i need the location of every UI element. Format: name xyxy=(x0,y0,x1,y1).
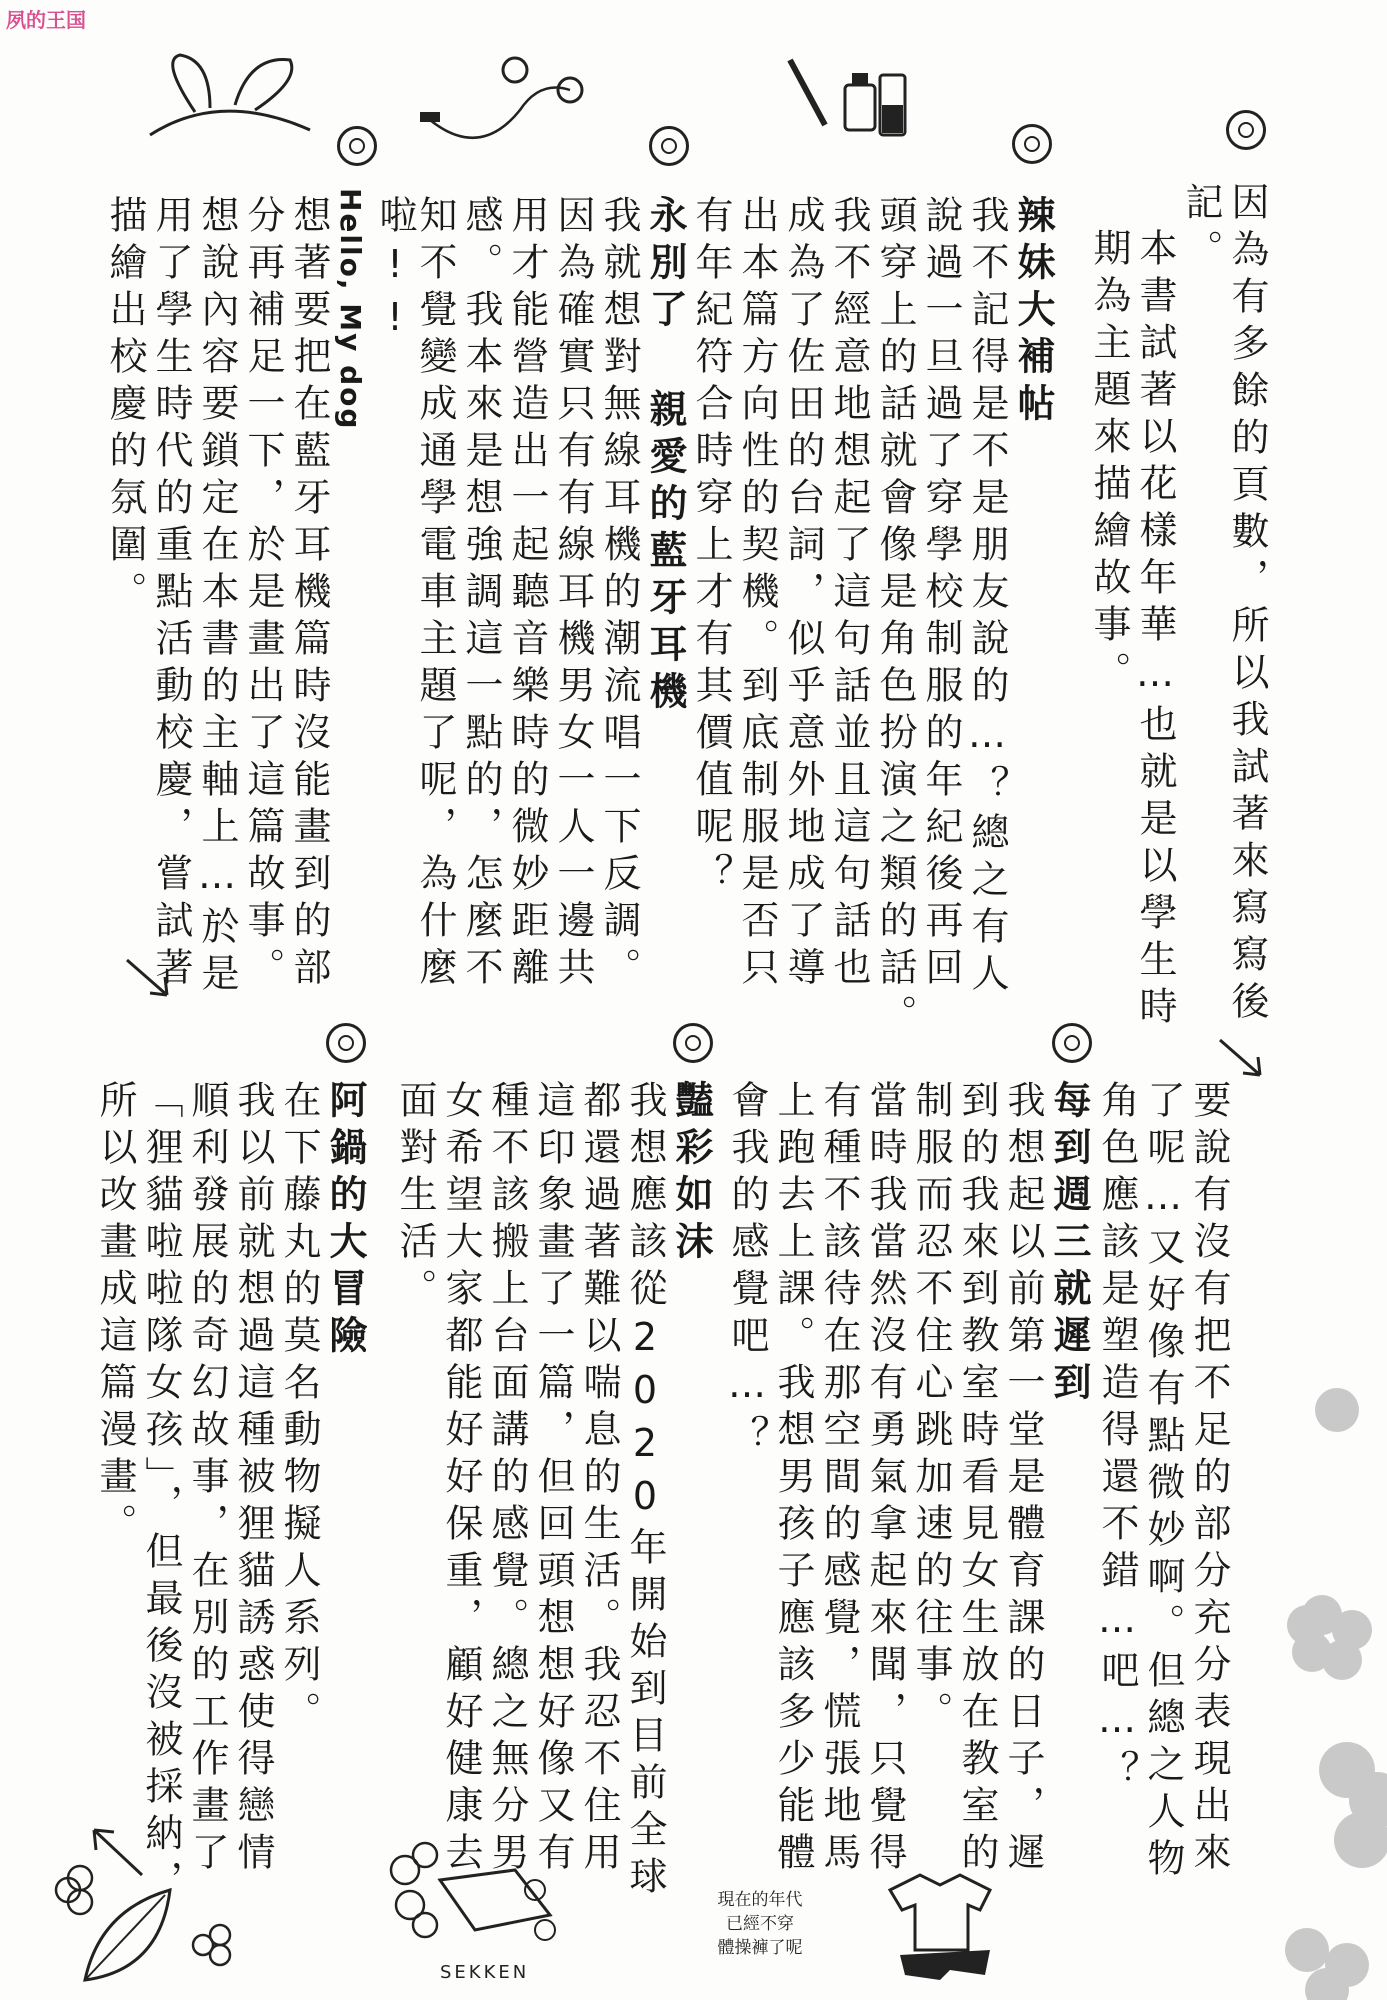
afterword-text: 分再補足一下，於是畫出了這篇故事。 xyxy=(241,195,285,994)
site-logo xyxy=(6,4,136,38)
afterword-text: 所以改畫成這篇漫畫。 xyxy=(93,1080,137,1550)
afterword-text: 我不經意地想起了這句話並且這句話也 xyxy=(827,195,871,994)
afterword-text: 感。我本來是想強調這一點的，怎麼不 xyxy=(459,195,503,994)
bunny-ears-headband-icon xyxy=(140,50,320,140)
afterword-text: 當時我當然沒有勇氣拿起來聞，只覺得 xyxy=(863,1080,907,1879)
afterword-text: 會我的感覺吧…？ xyxy=(725,1080,769,1462)
earphones-icon xyxy=(420,50,590,160)
afterword-text: 出本篇方向性的契機。到底制服是否只 xyxy=(735,195,779,994)
afterword-text: 上跑去上課。我想男孩子應該多少能體 xyxy=(771,1080,815,1879)
afterword-text: 了呢…又好像有點微妙啊。但總之人物 xyxy=(1141,1080,1185,1885)
makeup-tools-icon xyxy=(770,55,920,155)
afterword-text: 說過一旦過了穿學校制服的年紀後再回 xyxy=(919,195,963,994)
section-title: 阿鍋的大冒險 xyxy=(323,1080,367,1362)
arrow-icon xyxy=(1215,1035,1275,1085)
afterword-text: 我想應該從2020年開始到目前全球 xyxy=(623,1080,667,1903)
afterword-text: 女希望大家都能好好保重，顧好健康去 xyxy=(439,1080,483,1879)
afterword-text: 記。 xyxy=(1179,182,1223,276)
afterword-text: 有年紀符合時穿上才有其價值呢？ xyxy=(689,195,733,900)
afterword-text: 制服而忍不住心跳加速的往事。 xyxy=(909,1080,953,1738)
afterword-text: 角色應該是塑造得還不錯…吧…？ xyxy=(1095,1080,1139,1797)
afterword-text: 「狸貓啦啦隊女孩」，但最後沒被採納， xyxy=(139,1080,183,1907)
afterword-text: 我以前就想過這種被狸貓誘惑使得戀情 xyxy=(231,1080,275,1879)
afterword-text: 我想起以前第一堂是體育課的日子，遲 xyxy=(1001,1080,1045,1879)
afterword-text: 順利發展的奇幻故事，在別的工作畫了 xyxy=(185,1080,229,1879)
afterword-text: 在下藤丸的莫名動物擬人系列。 xyxy=(277,1080,321,1738)
afterword-text: 期為主題來描繪故事。 xyxy=(1087,228,1131,698)
afterword-text: 都還過著難以喘息的生活。我忍不住用 xyxy=(577,1080,621,1879)
section-marker-8 xyxy=(326,1023,366,1063)
afterword-text: 頭穿上的話就會像是角色扮演之類的話。 xyxy=(873,195,917,1041)
afterword-text: 用了學生時代的重點活動校慶，嘗試著 xyxy=(149,195,193,994)
afterword-text: 成為了佐田的台詞，似乎意外地成了導 xyxy=(781,195,825,994)
section-title: 辣妹大補帖 xyxy=(1011,195,1055,430)
section-title: Hello, My dog xyxy=(334,188,367,431)
afterword-text: 本書試著以花樣年華…也就是以學生時 xyxy=(1133,228,1177,1033)
afterword-text: 知不覺變成通學電車主題了呢，為什麼 xyxy=(413,195,457,994)
gym-shorts-note xyxy=(690,1888,830,1960)
section-marker-1 xyxy=(1226,110,1266,150)
afterword-text: 因為確實只有有線耳機男女一人一邊共 xyxy=(551,195,595,994)
afterword-text: 描繪出校慶的氛圍。 xyxy=(103,195,147,618)
soap-icon xyxy=(385,1840,555,1960)
section-title: 豔彩如沫 xyxy=(669,1080,713,1268)
afterword-text: 有種不該待在那空間的感覺，慌張地馬 xyxy=(817,1080,861,1879)
section-marker-3 xyxy=(649,126,689,166)
afterword-text: 用才能營造出一起聽音樂時的微妙距離 xyxy=(505,195,549,994)
note-line: 現在的年代 xyxy=(717,1890,803,1910)
note-line: 體操褲了呢 xyxy=(717,1938,803,1958)
flower-icon xyxy=(1267,1390,1387,1990)
section-title: 永別了 親愛的藍牙耳機 xyxy=(643,195,687,718)
clover-icon xyxy=(188,1920,238,1970)
section-marker-4 xyxy=(337,126,377,166)
section-marker-2 xyxy=(1012,124,1052,164)
note-line: 已經不穿 xyxy=(726,1914,794,1934)
sekken-label: SEKKEN xyxy=(440,1962,530,1983)
gym-clothes-icon xyxy=(880,1870,1010,1980)
afterword-text: 種不該搬上台面講的感覺。總之無分男 xyxy=(485,1080,529,1879)
afterword-text: 我不記得是不是朋友說的…？總之有人 xyxy=(965,195,1009,1000)
section-title: 每到週三就遲到 xyxy=(1047,1080,1091,1409)
afterword-text: 我就想對無線耳機的潮流唱一下反調。 xyxy=(597,195,641,994)
section-marker-7 xyxy=(673,1023,713,1063)
logo-text: 夙的王国 xyxy=(6,8,86,32)
afterword-text: 面對生活。 xyxy=(393,1080,437,1315)
leaf-icon xyxy=(40,1850,190,1990)
afterword-text: 這印象畫了一篇，但回頭想想好像又有 xyxy=(531,1080,575,1879)
afterword-text: 想著要把在藍牙耳機篇時沒能畫到的部 xyxy=(287,195,331,994)
arrow-icon xyxy=(122,955,182,1005)
section-marker-6 xyxy=(1052,1023,1092,1063)
afterword-text: 要說有沒有把不足的部分充分表現出來 xyxy=(1187,1080,1231,1879)
afterword-text: 啦!! xyxy=(373,195,417,348)
afterword-text: 想說內容要鎖定在本書的主軸上…於是 xyxy=(195,195,239,1000)
afterword-text: 到的我來到教室時看見女生放在教室的 xyxy=(955,1080,999,1879)
afterword-text: 因為有多餘的頁數，所以我試著來寫寫後 xyxy=(1225,182,1269,1028)
